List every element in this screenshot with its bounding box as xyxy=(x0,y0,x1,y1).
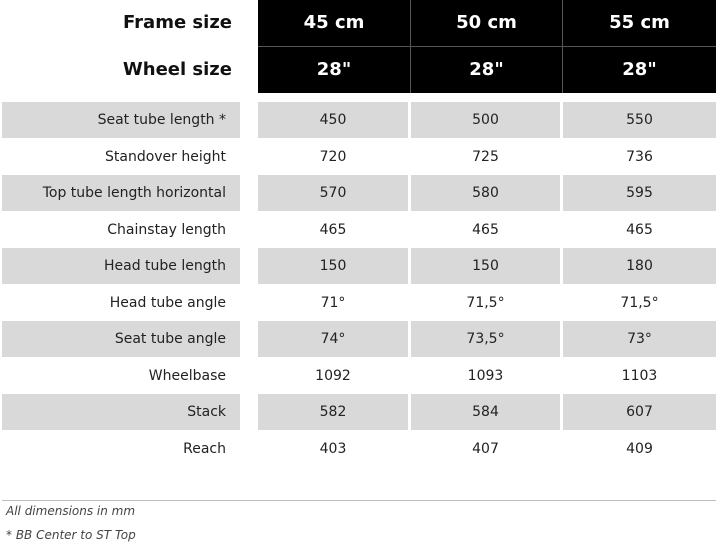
table-cell: 465 xyxy=(626,221,653,238)
table-cell: 582 xyxy=(258,394,408,430)
table-row xyxy=(0,321,720,357)
row-label: Seat tube angle xyxy=(2,321,240,357)
table-cell: 150 xyxy=(258,248,408,284)
row-label: Standover height xyxy=(104,148,226,165)
table-cell: 71° xyxy=(320,294,346,311)
table-cell: 73,5° xyxy=(411,321,560,357)
row-label: Head tube angle xyxy=(109,294,226,311)
table-row xyxy=(0,248,720,284)
table-cell: 403 xyxy=(319,440,347,457)
wheel-size-label: Wheel size xyxy=(122,59,232,80)
table-cell: 1092 xyxy=(315,367,351,384)
header-column-divider xyxy=(562,0,563,93)
frame-size-50: 50 cm xyxy=(411,0,562,46)
table-cell: 570 xyxy=(258,175,408,211)
wheel-size-55: 28" xyxy=(563,47,716,93)
table-cell: 71,5° xyxy=(620,294,659,311)
table-row xyxy=(0,431,720,467)
table-cell: 409 xyxy=(626,440,653,457)
header-divider xyxy=(258,46,716,47)
table-cell: 180 xyxy=(563,248,716,284)
table-cell: 73° xyxy=(563,321,716,357)
wheel-size-45: 28" xyxy=(258,47,410,93)
units-note: All dimensions in mm xyxy=(6,504,136,518)
table-cell: 465 xyxy=(319,221,347,238)
row-label: Reach xyxy=(183,440,226,457)
frame-size-label: Frame size xyxy=(123,12,232,33)
table-cell: 725 xyxy=(472,148,499,165)
table-row xyxy=(0,175,720,211)
table-cell: 550 xyxy=(563,102,716,138)
table-cell: 580 xyxy=(411,175,560,211)
header-column-divider xyxy=(410,0,411,93)
table-cell: 607 xyxy=(563,394,716,430)
table-cell: 595 xyxy=(563,175,716,211)
table-cell: 74° xyxy=(258,321,408,357)
table-cell: 465 xyxy=(472,221,499,238)
row-label: Wheelbase xyxy=(148,367,226,384)
frame-size-55: 55 cm xyxy=(563,0,716,46)
table-row xyxy=(0,394,720,430)
table-row xyxy=(0,212,720,248)
table-row xyxy=(0,139,720,175)
table-cell: 1103 xyxy=(621,367,658,384)
footer-rule xyxy=(2,500,716,501)
table-row xyxy=(0,285,720,321)
table-cell: 584 xyxy=(411,394,560,430)
row-label: Top tube length horizontal xyxy=(2,175,240,211)
table-cell: 500 xyxy=(411,102,560,138)
table-cell: 720 xyxy=(319,148,347,165)
footnote: * BB Center to ST Top xyxy=(6,528,136,542)
row-label: Head tube length xyxy=(2,248,240,284)
table-cell: 150 xyxy=(411,248,560,284)
frame-size-45: 45 cm xyxy=(258,0,410,46)
table-cell: 450 xyxy=(258,102,408,138)
table-cell: 1093 xyxy=(467,367,504,384)
table-cell: 407 xyxy=(472,440,499,457)
table-row xyxy=(0,102,720,138)
row-label: Seat tube length * xyxy=(2,102,240,138)
row-label: Chainstay length xyxy=(107,221,226,238)
table-row xyxy=(0,358,720,394)
table-cell: 71,5° xyxy=(466,294,505,311)
table-cell: 736 xyxy=(626,148,653,165)
wheel-size-50: 28" xyxy=(411,47,562,93)
row-label: Stack xyxy=(2,394,240,430)
